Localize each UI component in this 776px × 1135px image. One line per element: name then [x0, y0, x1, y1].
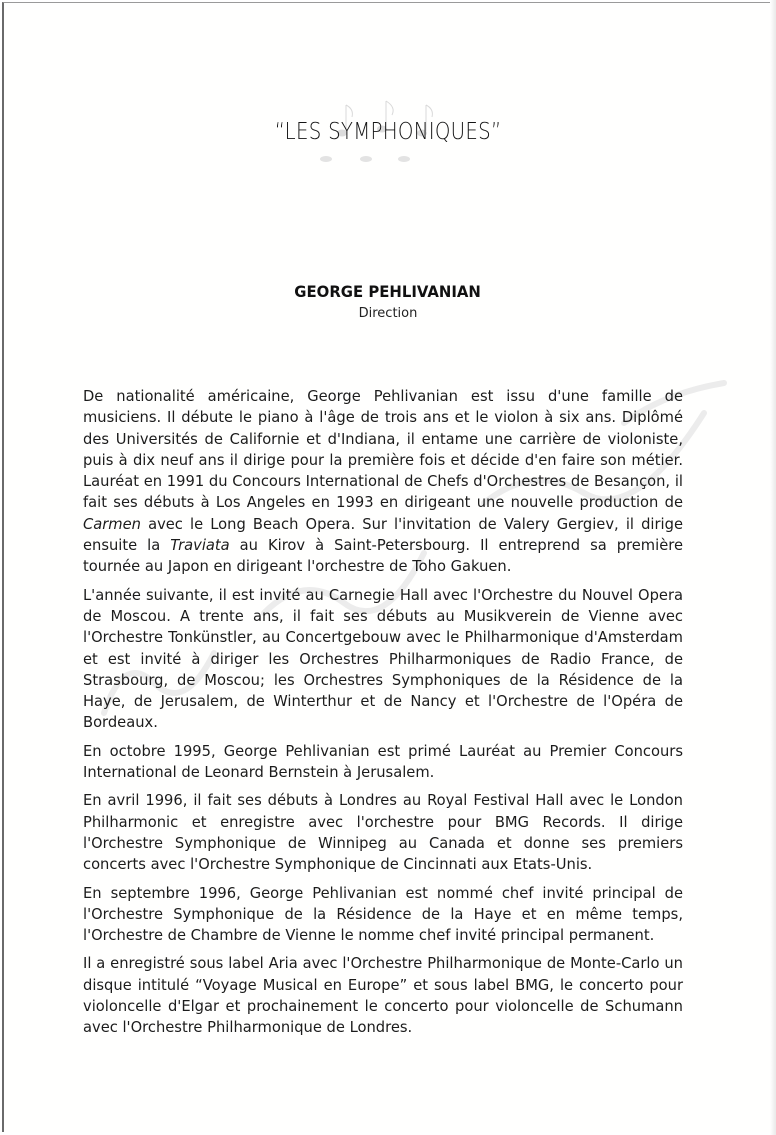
bio-paragraph: L'année suivante, il est invité au Carnegie Hall avec l'Orchestre du Nouvel Opera de Moscou. A trente ans, il fait ses débuts au Musikverein de Vienne avec l'Orchestre Tonkünstler, au Concertgebouw avec le Philharmonique d'Amsterdam et est invité à diriger les Orchestres Philharmoniques de Radio France, de Strasbourg, de Moscou; les Orchestres Symphoniques de la Résidence de la Haye, de Jerusalem, de Winterthur et de Nancy et l'Orchestre de l'Opéra de Bordeaux. [83, 586, 683, 732]
bio-paragraph: En septembre 1996, George Pehlivanian est nommé chef invité principal de l'Orchestre Symphonique de la Résidence de la Haye et en même temps, l'Orchestre de Chambre de Vienne le nomme chef invité principal permanent. [83, 884, 683, 945]
biography-text [83, 386, 683, 1046]
bio-paragraph: En avril 1996, il fait ses débuts à Londres au Royal Festival Hall avec le London Philharmonic et enregistre avec l'orchestre pour BMG Records. Il dirige l'Orchestre Symphonique de Winnipeg au Canada et donne ses premiers concerts avec l'Orchestre Symphonique de Cincinnati aux Etats-Unis. [83, 792, 683, 874]
bio-paragraph: De nationalité américaine, George Pehlivanian est issu d'une famille de musiciens. Il débute le piano à l'âge de trois ans et le violon à six ans. Diplômé des Universités de Californie et d'Indiana, il entame une carrière de violoniste, puis à dix neuf ans il dirige pour la première fois et décide d'en faire son métier. Lauréat en 1991 du Concours International de Chefs d'Orchestres de Besançon, il fait ses débuts à Los Angeles en 1993 en dirigeant une nouvelle production de Carmen avec le Long Beach Opera. Sur l'invitation de Valery Gergiev, il dirige ensuite la Traviata au Kirov à Saint-Petersbourg. Il entreprend sa première tournée au Japon en dirigeant l'orchestre de Toho Gakuen. [83, 388, 683, 576]
opera-title-traviata: Traviata [170, 537, 230, 555]
director-role: Direction [358, 306, 418, 321]
director-name: GEORGE PEHLIVANIAN [294, 282, 481, 301]
opera-title-carmen: Carmen [83, 515, 141, 533]
bio-paragraph: En octobre 1995, George Pehlivanian est primé Lauréat au Premier Concours International de Leonard Bernstein à Jerusalem. [83, 742, 683, 782]
program-title: “LES SYMPHONIQUES” [274, 119, 502, 145]
program-page [2, 2, 773, 1132]
bio-paragraph: Il a enregistré sous label Aria avec l'Orchestre Philharmonique de Monte-Carlo un disque intitulé “Voyage Musical en Europe” et sous label BMG, le concerto pour violoncelle d'Elgar et prochainement le concerto pour violoncelle de Schumann avec l'Orchestre Philharmonique de Londres. [83, 955, 683, 1037]
page-edge-shadow [770, 0, 776, 1135]
